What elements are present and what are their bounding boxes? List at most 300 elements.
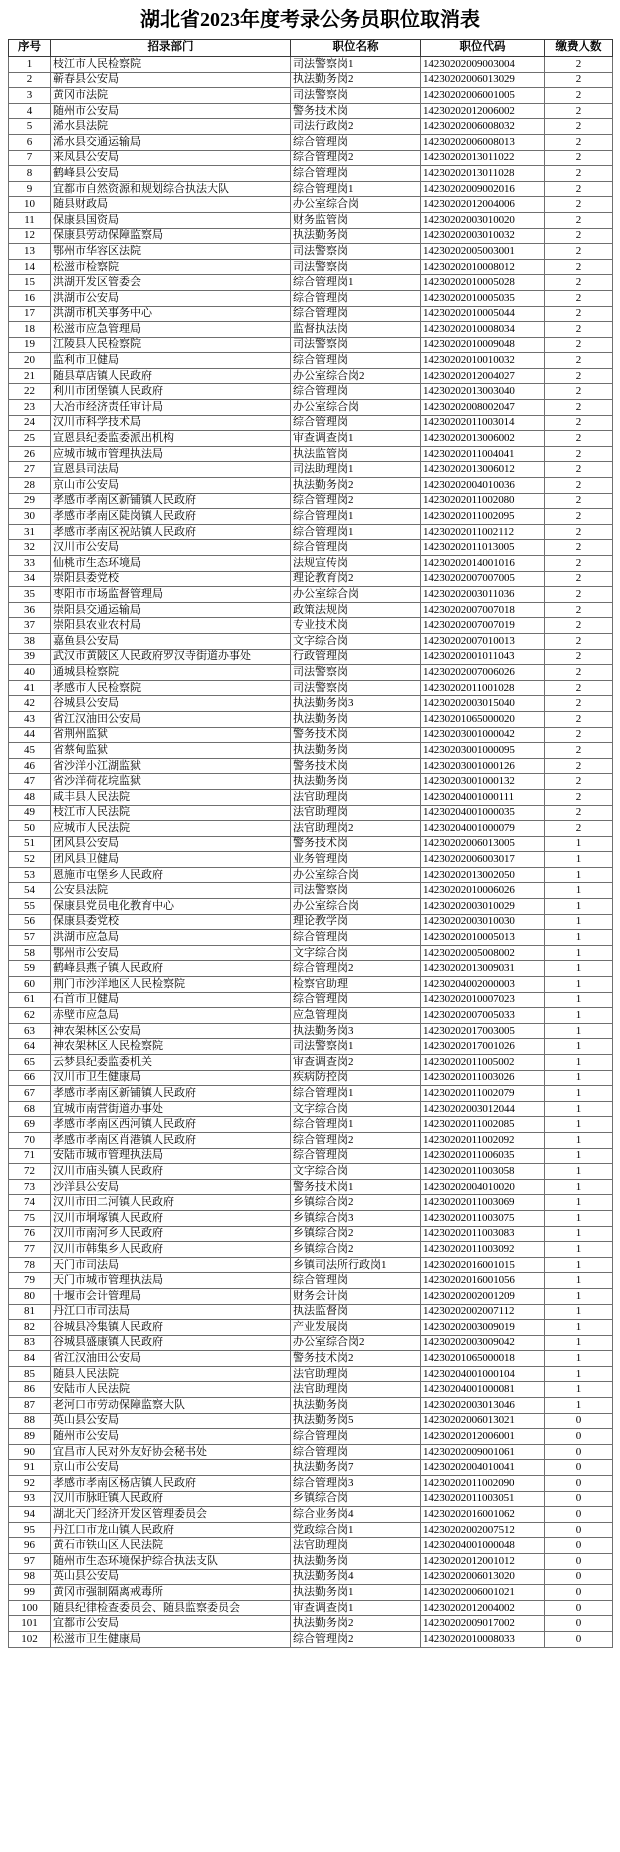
table-row bbox=[9, 945, 613, 961]
cell-index: 81 bbox=[9, 1304, 51, 1320]
cell-position-name: 法官助理岗 bbox=[291, 1366, 421, 1382]
cell-position-name: 司法警察岗 bbox=[291, 680, 421, 696]
cell-paid-count: 1 bbox=[545, 914, 613, 930]
cell-paid-count: 2 bbox=[545, 384, 613, 400]
cell-position-name: 综合管理岗 bbox=[291, 384, 421, 400]
cell-paid-count: 1 bbox=[545, 1210, 613, 1226]
cell-position-code: 14230202006001021 bbox=[421, 1585, 545, 1601]
cell-position-code: 14230202010005028 bbox=[421, 275, 545, 291]
table-row bbox=[9, 1148, 613, 1164]
cell-department: 团风县公安局 bbox=[51, 836, 291, 852]
cell-position-name: 司法警察岗 bbox=[291, 244, 421, 260]
table-row bbox=[9, 1351, 613, 1367]
table-row bbox=[9, 633, 613, 649]
cell-position-name: 警务技术岗 bbox=[291, 836, 421, 852]
cell-position-name: 综合管理岗 bbox=[291, 540, 421, 556]
cell-position-code: 14230202011003075 bbox=[421, 1210, 545, 1226]
cell-paid-count: 2 bbox=[545, 602, 613, 618]
table-row bbox=[9, 290, 613, 306]
cell-index: 92 bbox=[9, 1476, 51, 1492]
cell-index: 5 bbox=[9, 119, 51, 135]
cell-index: 86 bbox=[9, 1382, 51, 1398]
table-row bbox=[9, 1413, 613, 1429]
table-row bbox=[9, 88, 613, 104]
cell-position-name: 综合管理岗1 bbox=[291, 509, 421, 525]
cell-department: 赤壁市应急局 bbox=[51, 1008, 291, 1024]
table-row bbox=[9, 368, 613, 384]
cell-paid-count: 2 bbox=[545, 462, 613, 478]
cell-department: 孝感市孝南区祝站镇人民政府 bbox=[51, 524, 291, 540]
table-row bbox=[9, 852, 613, 868]
cell-position-code: 14230203001000126 bbox=[421, 758, 545, 774]
cell-department: 宜城市南营街道办事处 bbox=[51, 1101, 291, 1117]
cell-position-code: 14230202003009019 bbox=[421, 1320, 545, 1336]
table-row bbox=[9, 1569, 613, 1585]
cell-department: 洪湖市机关事务中心 bbox=[51, 306, 291, 322]
cell-position-name: 执法勤务岗 bbox=[291, 774, 421, 790]
cell-index: 79 bbox=[9, 1273, 51, 1289]
cell-department: 随县草店镇人民政府 bbox=[51, 368, 291, 384]
cell-department: 谷城县盛康镇人民政府 bbox=[51, 1335, 291, 1351]
cell-position-name: 综合管理岗2 bbox=[291, 150, 421, 166]
cell-department: 松滋市卫生健康局 bbox=[51, 1631, 291, 1647]
cancelled-positions-table bbox=[8, 39, 613, 1648]
table-row bbox=[9, 977, 613, 993]
table-row bbox=[9, 228, 613, 244]
cell-department: 大冶市经济责任审计局 bbox=[51, 400, 291, 416]
cell-position-code: 14230202012006001 bbox=[421, 1429, 545, 1445]
cell-index: 18 bbox=[9, 322, 51, 338]
cell-position-name: 警务技术岗2 bbox=[291, 1351, 421, 1367]
table-row bbox=[9, 1460, 613, 1476]
cell-department: 汉川市卫生健康局 bbox=[51, 1070, 291, 1086]
cell-index: 54 bbox=[9, 883, 51, 899]
table-row bbox=[9, 322, 613, 338]
cell-paid-count: 1 bbox=[545, 930, 613, 946]
cell-position-name: 执法勤务岗2 bbox=[291, 478, 421, 494]
cell-paid-count: 2 bbox=[545, 493, 613, 509]
cell-index: 57 bbox=[9, 930, 51, 946]
cell-position-name: 执法勤务岗 bbox=[291, 1398, 421, 1414]
table-row bbox=[9, 774, 613, 790]
cell-position-code: 14230202013009031 bbox=[421, 961, 545, 977]
cell-position-name: 审查调查岗1 bbox=[291, 1600, 421, 1616]
table-row bbox=[9, 446, 613, 462]
cell-department: 江陵县人民检察院 bbox=[51, 337, 291, 353]
cell-index: 102 bbox=[9, 1631, 51, 1647]
cell-position-name: 综合管理岗1 bbox=[291, 524, 421, 540]
cell-position-code: 14230204001000048 bbox=[421, 1538, 545, 1554]
cell-position-name: 执法勤务岗5 bbox=[291, 1413, 421, 1429]
table-row bbox=[9, 1522, 613, 1538]
cell-department: 黄石市铁山区人民法院 bbox=[51, 1538, 291, 1554]
cell-position-code: 14230202010008034 bbox=[421, 322, 545, 338]
cell-department: 京山市公安局 bbox=[51, 478, 291, 494]
table-row bbox=[9, 1179, 613, 1195]
cell-position-code: 14230202003009042 bbox=[421, 1335, 545, 1351]
cell-paid-count: 2 bbox=[545, 72, 613, 88]
cell-position-code: 14230202013003040 bbox=[421, 384, 545, 400]
cell-department: 神农架林区人民检察院 bbox=[51, 1039, 291, 1055]
cell-position-code: 14230202003010032 bbox=[421, 228, 545, 244]
cell-position-name: 综合管理岗 bbox=[291, 306, 421, 322]
cell-index: 9 bbox=[9, 181, 51, 197]
table-row bbox=[9, 119, 613, 135]
table-row bbox=[9, 1631, 613, 1647]
table-row bbox=[9, 883, 613, 899]
cell-paid-count: 2 bbox=[545, 306, 613, 322]
cell-paid-count: 2 bbox=[545, 665, 613, 681]
cell-department: 神农架林区公安局 bbox=[51, 1023, 291, 1039]
cell-position-name: 警务技术岗1 bbox=[291, 1179, 421, 1195]
cell-position-code: 14230202006003017 bbox=[421, 852, 545, 868]
cell-department: 孝感市孝南区肖港镇人民政府 bbox=[51, 1132, 291, 1148]
cell-paid-count: 2 bbox=[545, 524, 613, 540]
cell-paid-count: 2 bbox=[545, 758, 613, 774]
cell-department: 孝感市孝南区新铺镇人民政府 bbox=[51, 493, 291, 509]
cell-department: 孝感市孝南区西河镇人民政府 bbox=[51, 1117, 291, 1133]
cell-position-name: 警务技术岗 bbox=[291, 727, 421, 743]
cell-position-name: 司法警察岗1 bbox=[291, 57, 421, 73]
cell-position-name: 司法警察岗 bbox=[291, 259, 421, 275]
cell-position-code: 14230202010005013 bbox=[421, 930, 545, 946]
cell-paid-count: 1 bbox=[545, 1148, 613, 1164]
cell-paid-count: 0 bbox=[545, 1616, 613, 1632]
cell-department: 松滋市检察院 bbox=[51, 259, 291, 275]
column-header-position-code: 职位代码 bbox=[421, 40, 545, 57]
cell-department: 汉川市脉旺镇人民政府 bbox=[51, 1491, 291, 1507]
cell-position-code: 14230202010006026 bbox=[421, 883, 545, 899]
cell-position-name: 综合管理岗2 bbox=[291, 1631, 421, 1647]
cell-index: 16 bbox=[9, 290, 51, 306]
cell-department: 十堰市会计管理局 bbox=[51, 1288, 291, 1304]
cell-index: 89 bbox=[9, 1429, 51, 1445]
cell-department: 汉川市垌塚镇人民政府 bbox=[51, 1210, 291, 1226]
table-row bbox=[9, 696, 613, 712]
table-row bbox=[9, 587, 613, 603]
cell-paid-count: 1 bbox=[545, 1179, 613, 1195]
cell-position-code: 14230202004010041 bbox=[421, 1460, 545, 1476]
cell-index: 21 bbox=[9, 368, 51, 384]
table-row bbox=[9, 1616, 613, 1632]
cell-paid-count: 1 bbox=[545, 852, 613, 868]
cell-department: 嘉鱼县公安局 bbox=[51, 633, 291, 649]
cell-position-code: 14230204001000081 bbox=[421, 1382, 545, 1398]
column-header-department: 招录部门 bbox=[51, 40, 291, 57]
table-row bbox=[9, 244, 613, 260]
table-row bbox=[9, 384, 613, 400]
cell-paid-count: 2 bbox=[545, 821, 613, 837]
table-row bbox=[9, 337, 613, 353]
cell-position-name: 综合管理岗 bbox=[291, 992, 421, 1008]
cell-position-name: 综合管理岗 bbox=[291, 415, 421, 431]
cell-index: 31 bbox=[9, 524, 51, 540]
cell-paid-count: 2 bbox=[545, 353, 613, 369]
cell-position-code: 14230202017001026 bbox=[421, 1039, 545, 1055]
cell-paid-count: 2 bbox=[545, 540, 613, 556]
cell-paid-count: 1 bbox=[545, 1366, 613, 1382]
cell-paid-count: 1 bbox=[545, 1335, 613, 1351]
cell-paid-count: 1 bbox=[545, 1070, 613, 1086]
cell-position-name: 乡镇综合岗 bbox=[291, 1491, 421, 1507]
cell-paid-count: 2 bbox=[545, 228, 613, 244]
cell-position-code: 14230202013011022 bbox=[421, 150, 545, 166]
cell-index: 101 bbox=[9, 1616, 51, 1632]
table-row bbox=[9, 1086, 613, 1102]
table-row bbox=[9, 1008, 613, 1024]
cell-index: 99 bbox=[9, 1585, 51, 1601]
cell-position-name: 综合管理岗 bbox=[291, 1148, 421, 1164]
cell-position-name: 综合管理岗2 bbox=[291, 1132, 421, 1148]
table-row bbox=[9, 400, 613, 416]
cell-paid-count: 2 bbox=[545, 743, 613, 759]
cell-position-code: 14230204001000079 bbox=[421, 821, 545, 837]
cell-paid-count: 0 bbox=[545, 1460, 613, 1476]
cell-position-name: 执法勤务岗 bbox=[291, 711, 421, 727]
cell-index: 72 bbox=[9, 1164, 51, 1180]
cell-department: 省蔡甸监狱 bbox=[51, 743, 291, 759]
cell-department: 崇阳县交通运输局 bbox=[51, 602, 291, 618]
cell-paid-count: 1 bbox=[545, 1039, 613, 1055]
cell-department: 宣恩县纪委监委派出机构 bbox=[51, 431, 291, 447]
table-row bbox=[9, 478, 613, 494]
table-row bbox=[9, 1242, 613, 1258]
cell-position-code: 14230202007007018 bbox=[421, 602, 545, 618]
cell-index: 37 bbox=[9, 618, 51, 634]
cell-position-name: 司法警察岗 bbox=[291, 883, 421, 899]
cell-position-name: 乡镇综合岗2 bbox=[291, 1242, 421, 1258]
table-row bbox=[9, 212, 613, 228]
cell-position-code: 14230202006013029 bbox=[421, 72, 545, 88]
cell-index: 90 bbox=[9, 1444, 51, 1460]
cell-position-name: 文字综合岗 bbox=[291, 1101, 421, 1117]
table-row bbox=[9, 649, 613, 665]
table-header-row bbox=[9, 40, 613, 57]
table-row bbox=[9, 711, 613, 727]
cell-department: 公安县法院 bbox=[51, 883, 291, 899]
cell-position-name: 综合管理岗 bbox=[291, 134, 421, 150]
cell-position-name: 办公室综合岗 bbox=[291, 400, 421, 416]
cell-department: 湖北天门经济开发区管理委员会 bbox=[51, 1507, 291, 1523]
cell-position-name: 法官助理岗 bbox=[291, 789, 421, 805]
table-body bbox=[9, 57, 613, 1648]
cell-position-name: 综合管理岗2 bbox=[291, 961, 421, 977]
cell-position-code: 14230202012001012 bbox=[421, 1554, 545, 1570]
table-row bbox=[9, 556, 613, 572]
cell-paid-count: 0 bbox=[545, 1413, 613, 1429]
cell-index: 39 bbox=[9, 649, 51, 665]
cell-department: 随州市公安局 bbox=[51, 103, 291, 119]
cell-index: 27 bbox=[9, 462, 51, 478]
cell-index: 85 bbox=[9, 1366, 51, 1382]
cell-position-code: 14230202011013005 bbox=[421, 540, 545, 556]
table-row bbox=[9, 1304, 613, 1320]
cell-paid-count: 1 bbox=[545, 836, 613, 852]
cell-department: 英山县公安局 bbox=[51, 1413, 291, 1429]
table-row bbox=[9, 867, 613, 883]
cell-position-code: 14230202013006002 bbox=[421, 431, 545, 447]
cell-position-name: 综合管理岗 bbox=[291, 1429, 421, 1445]
cell-index: 52 bbox=[9, 852, 51, 868]
cell-position-code: 14230202007007019 bbox=[421, 618, 545, 634]
cell-position-code: 14230202011002112 bbox=[421, 524, 545, 540]
cell-position-code: 14230202010007023 bbox=[421, 992, 545, 1008]
cell-index: 15 bbox=[9, 275, 51, 291]
table-row bbox=[9, 462, 613, 478]
table-row bbox=[9, 103, 613, 119]
cell-position-name: 疾病防控岗 bbox=[291, 1070, 421, 1086]
cell-index: 6 bbox=[9, 134, 51, 150]
cell-department: 汉川市庙头镇人民政府 bbox=[51, 1164, 291, 1180]
cell-department: 随县财政局 bbox=[51, 197, 291, 213]
cell-index: 35 bbox=[9, 587, 51, 603]
cell-position-name: 文字综合岗 bbox=[291, 1164, 421, 1180]
column-header-paid-count: 缴费人数 bbox=[545, 40, 613, 57]
cell-paid-count: 2 bbox=[545, 134, 613, 150]
cell-department: 宣恩县司法局 bbox=[51, 462, 291, 478]
cell-index: 8 bbox=[9, 166, 51, 182]
cell-index: 95 bbox=[9, 1522, 51, 1538]
cell-position-name: 专业技术岗 bbox=[291, 618, 421, 634]
cell-department: 石首市卫健局 bbox=[51, 992, 291, 1008]
table-row bbox=[9, 961, 613, 977]
cell-index: 1 bbox=[9, 57, 51, 73]
cell-position-code: 14230202006013020 bbox=[421, 1569, 545, 1585]
cell-paid-count: 1 bbox=[545, 1101, 613, 1117]
table-row bbox=[9, 72, 613, 88]
cell-position-name: 文字综合岗 bbox=[291, 633, 421, 649]
cell-paid-count: 2 bbox=[545, 696, 613, 712]
cell-paid-count: 0 bbox=[545, 1491, 613, 1507]
cell-position-code: 14230202011004041 bbox=[421, 446, 545, 462]
cell-index: 12 bbox=[9, 228, 51, 244]
cell-position-code: 14230202009002016 bbox=[421, 181, 545, 197]
cell-index: 44 bbox=[9, 727, 51, 743]
cell-department: 孝感市孝南区新铺镇人民政府 bbox=[51, 1086, 291, 1102]
cell-index: 97 bbox=[9, 1554, 51, 1570]
cell-index: 75 bbox=[9, 1210, 51, 1226]
table-row bbox=[9, 1023, 613, 1039]
cell-department: 黄冈市强制隔离戒毒所 bbox=[51, 1585, 291, 1601]
cell-position-code: 14230202002007512 bbox=[421, 1522, 545, 1538]
cell-position-code: 14230202006008032 bbox=[421, 119, 545, 135]
cell-position-name: 执法勤务岗7 bbox=[291, 1460, 421, 1476]
table-row bbox=[9, 134, 613, 150]
cell-position-code: 14230202013006012 bbox=[421, 462, 545, 478]
cell-index: 13 bbox=[9, 244, 51, 260]
cell-department: 汉川市科学技术局 bbox=[51, 415, 291, 431]
cell-position-name: 综合业务岗4 bbox=[291, 1507, 421, 1523]
cell-position-name: 审查调查岗2 bbox=[291, 1055, 421, 1071]
cell-index: 88 bbox=[9, 1413, 51, 1429]
cell-position-code: 14230203001000042 bbox=[421, 727, 545, 743]
cell-department: 团风县卫健局 bbox=[51, 852, 291, 868]
cell-position-code: 14230202011003014 bbox=[421, 415, 545, 431]
cell-position-code: 14230202007006026 bbox=[421, 665, 545, 681]
cell-paid-count: 2 bbox=[545, 119, 613, 135]
cell-paid-count: 2 bbox=[545, 290, 613, 306]
table-row bbox=[9, 1335, 613, 1351]
cell-position-name: 党政综合岗1 bbox=[291, 1522, 421, 1538]
cell-department: 省江汉油田公安局 bbox=[51, 711, 291, 727]
cell-index: 70 bbox=[9, 1132, 51, 1148]
cell-position-name: 司法助理岗1 bbox=[291, 462, 421, 478]
table-row bbox=[9, 758, 613, 774]
cell-paid-count: 2 bbox=[545, 727, 613, 743]
cell-index: 50 bbox=[9, 821, 51, 837]
cell-index: 19 bbox=[9, 337, 51, 353]
table-row bbox=[9, 727, 613, 743]
cell-position-code: 14230202016001062 bbox=[421, 1507, 545, 1523]
cell-paid-count: 2 bbox=[545, 275, 613, 291]
table-row bbox=[9, 1210, 613, 1226]
cell-position-name: 综合管理岗 bbox=[291, 166, 421, 182]
cell-index: 47 bbox=[9, 774, 51, 790]
cell-position-code: 14230202005008002 bbox=[421, 945, 545, 961]
cell-paid-count: 2 bbox=[545, 805, 613, 821]
cell-position-name: 理论教育岗2 bbox=[291, 571, 421, 587]
cell-paid-count: 2 bbox=[545, 244, 613, 260]
cell-paid-count: 2 bbox=[545, 446, 613, 462]
cell-department: 保康县委党校 bbox=[51, 914, 291, 930]
cell-position-name: 产业发展岗 bbox=[291, 1320, 421, 1336]
table-row bbox=[9, 259, 613, 275]
cell-department: 随县纪律检查委员会、随县监察委员会 bbox=[51, 1600, 291, 1616]
cell-position-name: 法规宣传岗 bbox=[291, 556, 421, 572]
cell-position-code: 14230204001000104 bbox=[421, 1366, 545, 1382]
cell-department: 汉川市公安局 bbox=[51, 540, 291, 556]
table-row bbox=[9, 415, 613, 431]
table-row bbox=[9, 197, 613, 213]
cell-index: 82 bbox=[9, 1320, 51, 1336]
cell-position-code: 14230202004010036 bbox=[421, 478, 545, 494]
cell-paid-count: 2 bbox=[545, 431, 613, 447]
cell-department: 黄冈市法院 bbox=[51, 88, 291, 104]
cell-department: 保康县国资局 bbox=[51, 212, 291, 228]
cell-index: 87 bbox=[9, 1398, 51, 1414]
cell-paid-count: 1 bbox=[545, 945, 613, 961]
table-row bbox=[9, 1476, 613, 1492]
cell-index: 64 bbox=[9, 1039, 51, 1055]
cell-position-code: 14230202007007005 bbox=[421, 571, 545, 587]
cell-position-code: 14230202006013021 bbox=[421, 1413, 545, 1429]
cell-paid-count: 2 bbox=[545, 556, 613, 572]
cell-position-code: 14230202010005035 bbox=[421, 290, 545, 306]
cell-position-code: 14230202011003083 bbox=[421, 1226, 545, 1242]
table-row bbox=[9, 1507, 613, 1523]
cell-index: 4 bbox=[9, 103, 51, 119]
table-row bbox=[9, 930, 613, 946]
cell-position-code: 14230202017003005 bbox=[421, 1023, 545, 1039]
cell-position-name: 综合管理岗 bbox=[291, 930, 421, 946]
cell-paid-count: 0 bbox=[545, 1476, 613, 1492]
cell-department: 宜昌市人民对外友好协会秘书处 bbox=[51, 1444, 291, 1460]
cell-index: 23 bbox=[9, 400, 51, 416]
cell-index: 65 bbox=[9, 1055, 51, 1071]
page-title: 湖北省2023年度考录公务员职位取消表 bbox=[140, 9, 480, 31]
cell-department: 枣阳市市场监督管理局 bbox=[51, 587, 291, 603]
cell-position-code: 14230202013011028 bbox=[421, 166, 545, 182]
cell-paid-count: 1 bbox=[545, 1398, 613, 1414]
cell-position-code: 14230202012004027 bbox=[421, 368, 545, 384]
table-row bbox=[9, 1039, 613, 1055]
cell-index: 61 bbox=[9, 992, 51, 1008]
cell-paid-count: 0 bbox=[545, 1600, 613, 1616]
cell-department: 英山县公安局 bbox=[51, 1569, 291, 1585]
cell-paid-count: 2 bbox=[545, 509, 613, 525]
cell-department: 宜都市公安局 bbox=[51, 1616, 291, 1632]
column-header-position-name: 职位名称 bbox=[291, 40, 421, 57]
